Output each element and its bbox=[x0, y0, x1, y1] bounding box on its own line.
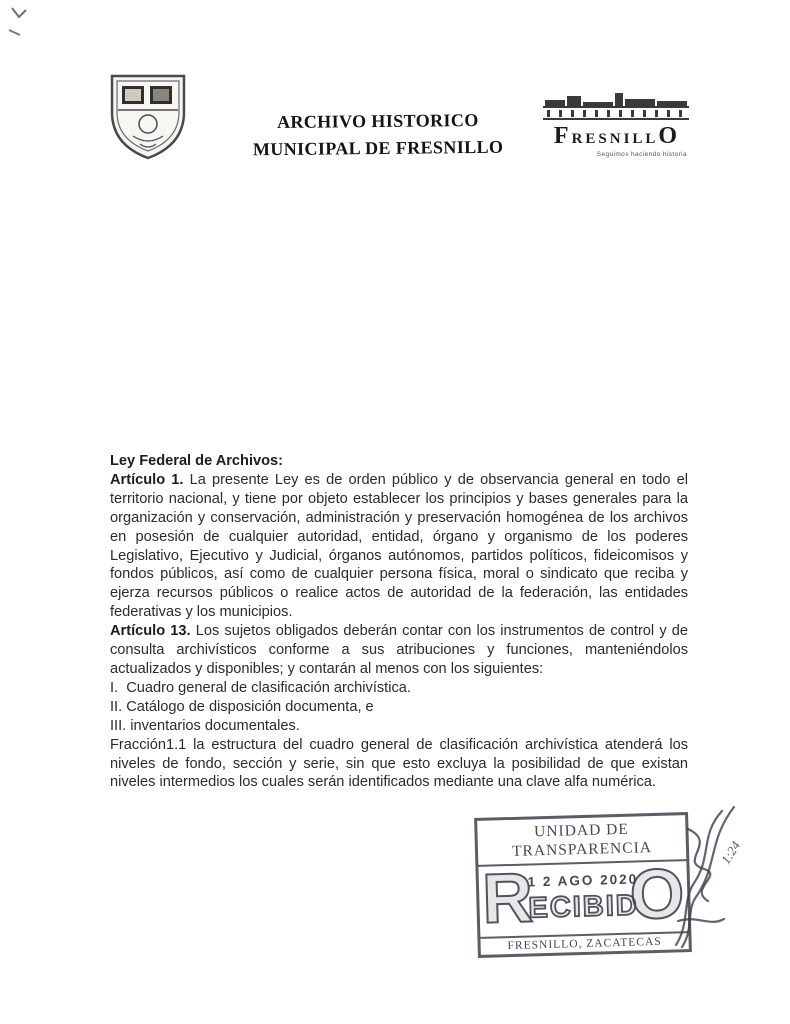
stamp-letters-ecibid: ECIBID bbox=[528, 889, 640, 925]
list-item: II. Catálogo de disposición documenta, e bbox=[110, 698, 374, 715]
fraction-text: Fracción1.1 la estructura del cuadro general de clasificación archivística atenderá los niveles de fondo, sección y serie, sin que esto excluya la posibilidad de que existan niveles intermedios los cuales serán identificados mediante una clave alfa numérica. bbox=[110, 736, 688, 791]
article-13-paragraph bbox=[110, 622, 688, 679]
handwritten-note: 1:24 bbox=[717, 838, 744, 867]
article-13-text: Los sujetos obligados deberán contar con los instrumentos de control y de consulta archivísticos conforme a sus atribuciones y funciones, manteniéndolos actualizados y disponibles; y contarán al menos con los siguientes: bbox=[110, 623, 688, 677]
stamp-date: 1 2 AGO 2020 bbox=[527, 871, 639, 890]
wordmark-initial: F bbox=[553, 123, 572, 149]
org-title-line1: ARCHIVO HISTORICO bbox=[276, 109, 479, 133]
stamp-middle bbox=[478, 854, 688, 938]
fraction-paragraph bbox=[110, 736, 688, 793]
article-13-label: Artículo 13. bbox=[110, 623, 191, 640]
stamp-unit-line2: TRANSPARENCIA bbox=[511, 839, 653, 860]
stamp-letter-r: R bbox=[481, 858, 534, 938]
org-title-line2: MUNICIPAL DE FRESNILLO bbox=[252, 136, 504, 160]
scan-artifact-marks bbox=[4, 2, 56, 42]
fresnillo-tagline: Seguimos haciendo historia bbox=[596, 151, 687, 158]
article-1-paragraph bbox=[110, 471, 688, 622]
wordmark-middle: RESNILL bbox=[571, 131, 659, 147]
municipal-coat-of-arms bbox=[98, 72, 198, 169]
signature bbox=[658, 803, 756, 955]
article-1-text: La presente Ley es de orden público y de observancia general en todo el territorio nacional, y tiene por objeto establecer los principios y bases generales para la organización y conservación, administración y preservación homogénea de los archivos en posesión de cualquier autoridad, entidad, órgano y organismo de los poderes Legislativo, Ejecutivo y Judicial, órganos autónomos, partidos políticos, fideicomisos y fondos públicos, así como de cualquier persona física, moral o sindicato que reciba y ejerza recursos públicos o realice actos de autoridad de la federación, las entidades federativas y los municipios. bbox=[110, 471, 689, 621]
article-13-list bbox=[110, 679, 688, 736]
org-title bbox=[228, 106, 529, 163]
article-1-label: Artículo 1. bbox=[110, 471, 184, 488]
heading-text: Ley Federal de Archivos: bbox=[110, 453, 284, 469]
document-heading bbox=[110, 452, 688, 471]
document-body bbox=[110, 452, 688, 792]
fresnillo-wordmark bbox=[533, 125, 701, 150]
list-item: III. inventarios documentales. bbox=[110, 717, 300, 734]
shield-icon bbox=[98, 72, 198, 164]
fresnillo-logo bbox=[533, 90, 701, 158]
list-item: I. Cuadro general de clasificación archivística. bbox=[110, 679, 411, 696]
wordmark-final: O bbox=[658, 123, 681, 149]
stamp-location: FRESNILLO, ZACATECAS bbox=[480, 931, 688, 955]
building-icon bbox=[541, 90, 693, 122]
stamp-letter-o: O bbox=[628, 854, 686, 934]
stamp-unit-line1: UNIDAD DE bbox=[533, 820, 630, 841]
